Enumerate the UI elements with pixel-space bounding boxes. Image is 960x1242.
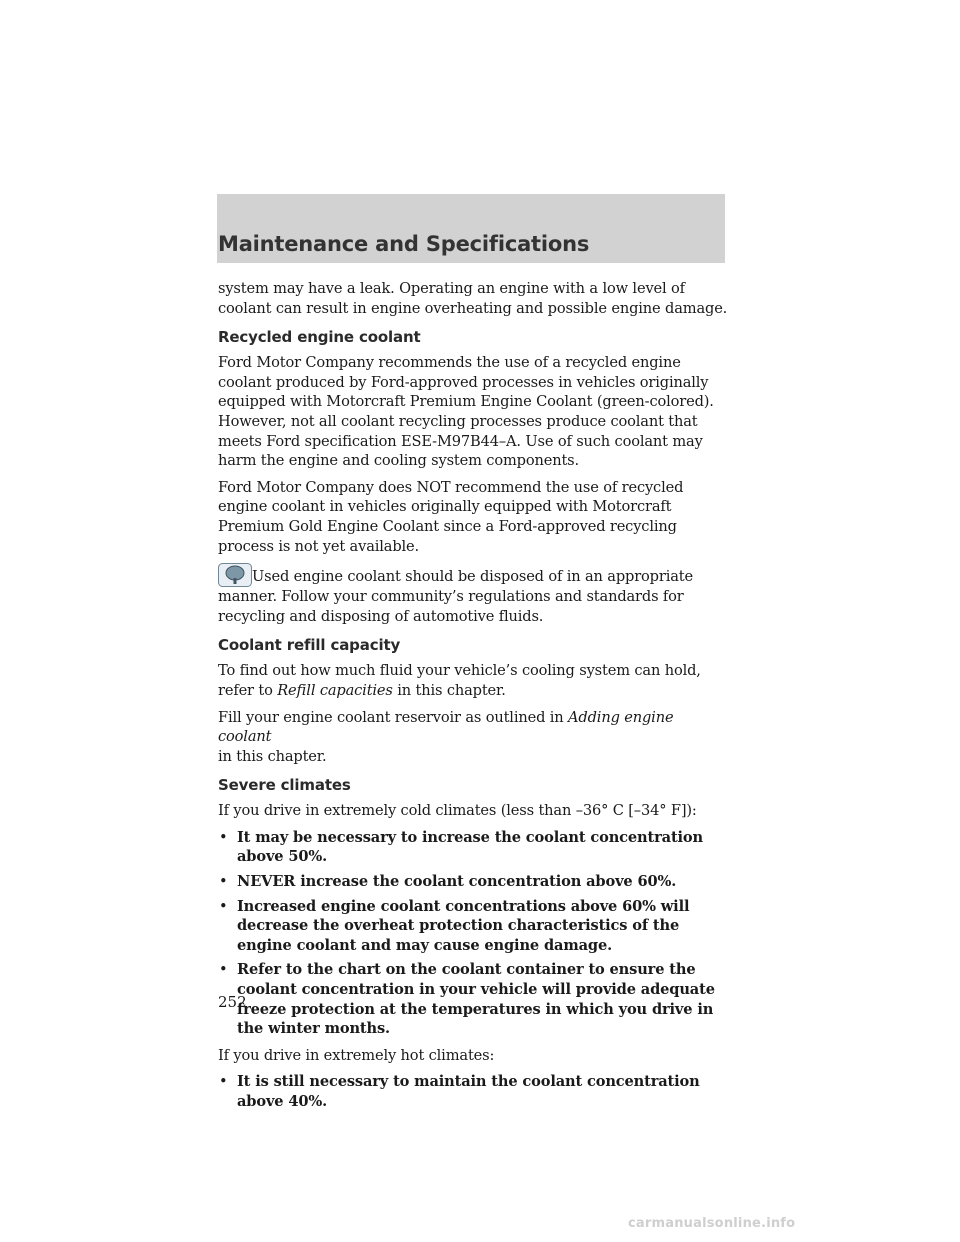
- intro-paragraph: system may have a leak. Operating an engine with a low level of coolant can result in engine overheating and possible engine damage.: [218, 280, 728, 317]
- page-title: Maintenance and Specifications: [218, 232, 590, 256]
- refill-text-pre: To find out how much fluid your vehicle’s cooling system can hold, refer to: [218, 662, 701, 699]
- refill-capacities-link[interactable]: Refill capacities: [277, 681, 393, 699]
- cold-climate-list: [218, 828, 728, 1039]
- fill-text-pre: Fill your engine coolant reservoir as outlined in: [218, 708, 564, 726]
- refill-paragraph: [218, 661, 728, 700]
- page-number: 252: [218, 993, 247, 1011]
- hot-climate-intro: If you drive in extremely hot climates:: [218, 1046, 495, 1064]
- recycled-paragraph-1: Ford Motor Company recommends the use of a recycled engine coolant produced by Ford-approved processes in vehicles originally equipped with Motorcraft Premium Engine Coolant (green-colored). However, not all coolant recycling processes produce coolant that meets Ford specification ESE-M97B44–A. Use of such coolant may harm the engine and cooling system components.: [218, 354, 714, 470]
- cold-climate-intro: If you drive in extremely cold climates (less than –36° C [–34° F]):: [218, 802, 697, 820]
- recycled-paragraph-2: Ford Motor Company does NOT recommend the use of recycled engine coolant in vehicles originally equipped with Motorcraft Premium Gold Engine Coolant since a Ford-approved recycling process is not yet available.: [218, 478, 684, 555]
- list-item: • NEVER increase the coolant concentration above 60%.: [218, 872, 728, 892]
- heading-refill-capacity: Coolant refill capacity: [218, 636, 401, 655]
- adding-coolant-link[interactable]: Adding engine coolant: [218, 708, 674, 746]
- list-item: • Refer to the chart on the coolant container to ensure the coolant concentration in your vehicle will provide adequate freeze protection at the temperatures in which you drive in the winter months.: [218, 960, 728, 1038]
- list-item: • It may be necessary to increase the coolant concentration above 50%.: [218, 828, 728, 867]
- fill-paragraph: [218, 708, 728, 767]
- refill-text-post: in this chapter.: [397, 681, 506, 699]
- disposal-note: [218, 563, 728, 626]
- list-item: • Increased engine coolant concentrations above 60% will decrease the overheat protection characteristics of the engine coolant and may cause engine damage.: [218, 897, 728, 956]
- main-content: [218, 279, 728, 1119]
- fill-text-post: in this chapter.: [218, 747, 327, 765]
- recycle-tree-icon: [218, 563, 252, 587]
- heading-severe-climates: Severe climates: [218, 776, 351, 795]
- watermark: carmanualsonline.info: [628, 1216, 796, 1231]
- disposal-text: Used engine coolant should be disposed of in an appropriate manner. Follow your community’s regulations and standards for recycling and disposing of automotive fluids.: [218, 568, 693, 625]
- list-item: • It is still necessary to maintain the coolant concentration above 40%.: [218, 1072, 728, 1111]
- heading-recycled-coolant: Recycled engine coolant: [218, 328, 421, 347]
- hot-climate-list: [218, 1072, 728, 1111]
